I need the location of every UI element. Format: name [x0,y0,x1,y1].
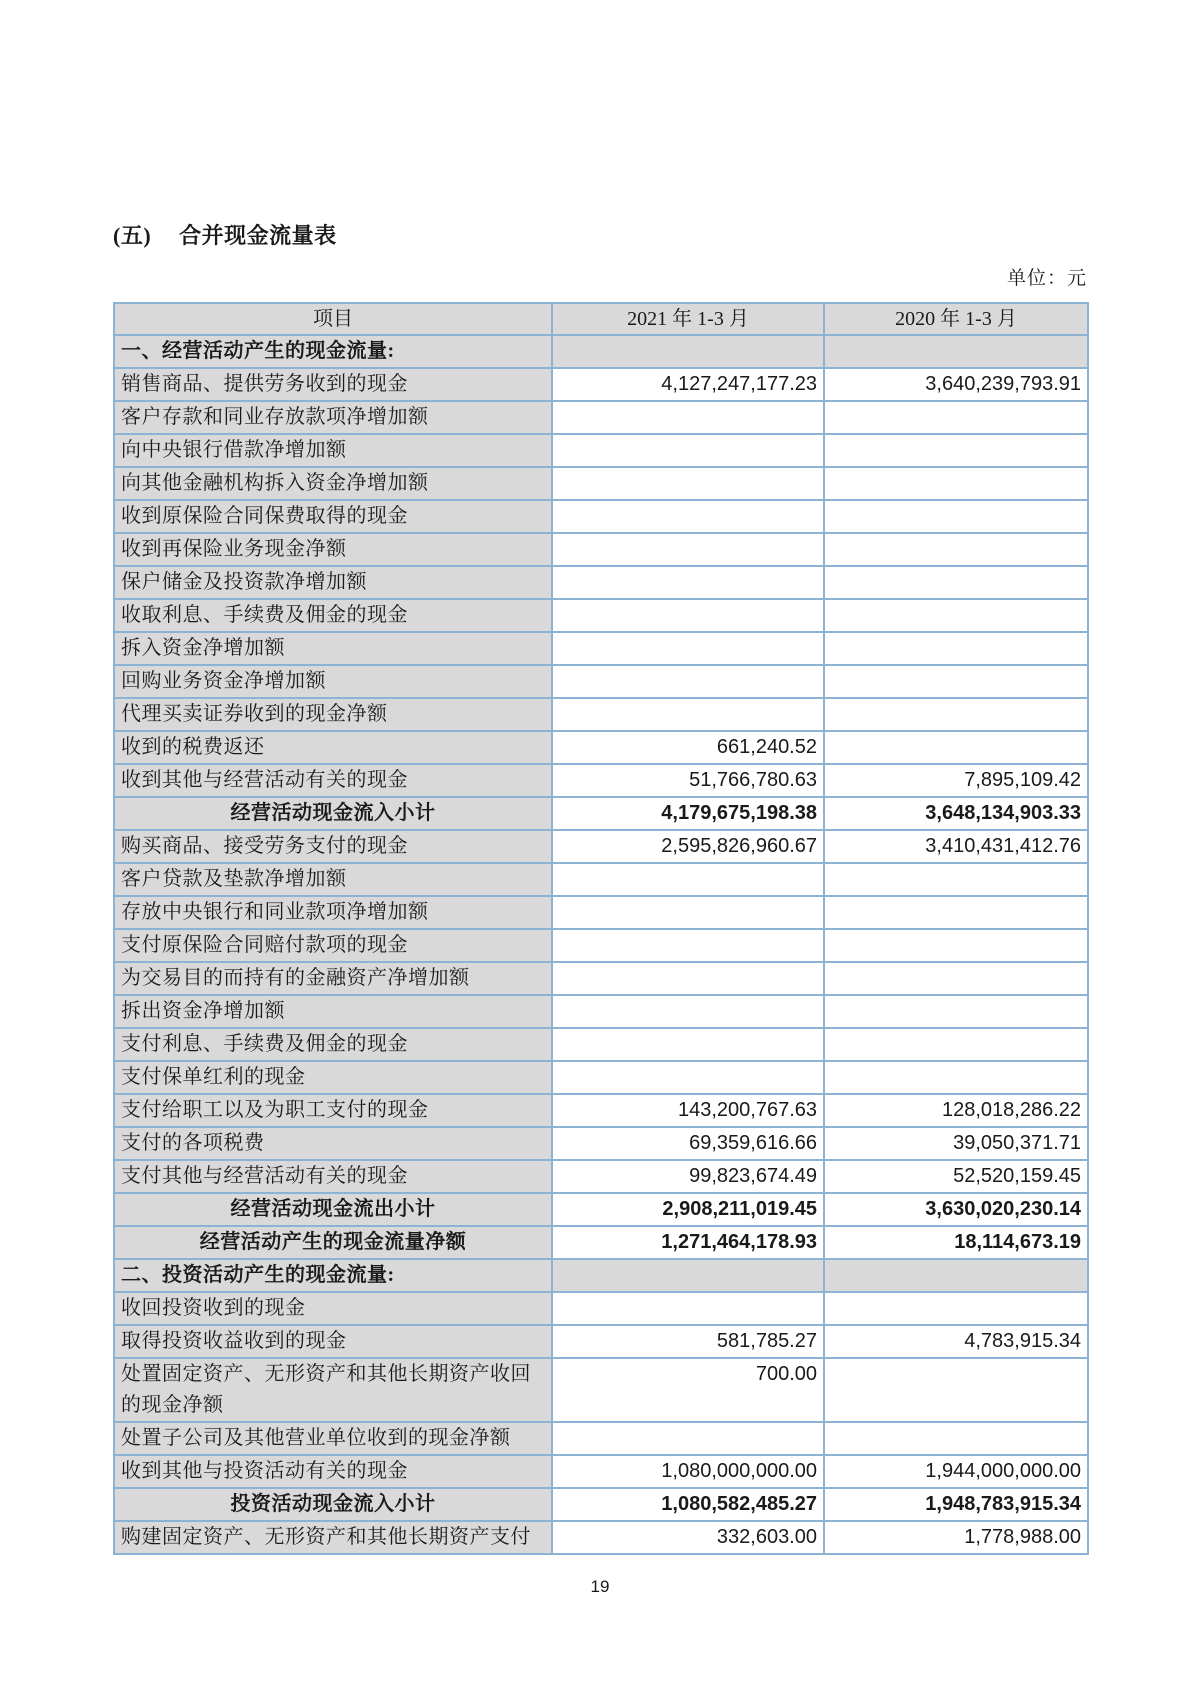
page-content [113,0,1087,1597]
value-cell-2021: 661,240.52 [552,731,824,764]
value-cell-2021 [552,896,824,929]
row-label-cell: 收取利息、手续费及佣金的现金 [114,599,552,632]
value-cell-2020: 128,018,286.22 [824,1094,1088,1127]
value-cell-2020 [824,1422,1088,1455]
table-row [114,467,1088,500]
row-label-cell: 收到其他与投资活动有关的现金 [114,1455,552,1488]
value-cell-2020 [824,731,1088,764]
row-label-cell: 处置子公司及其他营业单位收到的现金净额 [114,1422,552,1455]
row-label-cell: 一、经营活动产生的现金流量: [114,335,552,368]
value-cell-2020 [824,698,1088,731]
table-row [114,830,1088,863]
value-cell-2020 [824,599,1088,632]
value-cell-2020 [824,401,1088,434]
table-row [114,863,1088,896]
value-cell-2020 [824,896,1088,929]
row-label-cell: 客户贷款及垫款净增加额 [114,863,552,896]
value-cell-2021: 2,908,211,019.45 [552,1193,824,1226]
value-cell-2020: 52,520,159.45 [824,1160,1088,1193]
table-row [114,1488,1088,1521]
value-cell-2020 [824,665,1088,698]
row-label-cell: 向其他金融机构拆入资金净增加额 [114,467,552,500]
value-cell-2020: 1,778,988.00 [824,1521,1088,1554]
page-number: 19 [590,1577,610,1596]
table-row [114,401,1088,434]
value-cell-2020 [824,1358,1088,1422]
value-cell-2021 [552,1259,824,1292]
value-cell-2021: 1,080,000,000.00 [552,1455,824,1488]
table-row [114,995,1088,1028]
value-cell-2020: 3,630,020,230.14 [824,1193,1088,1226]
value-cell-2021: 581,785.27 [552,1325,824,1358]
row-label-cell: 二、投资活动产生的现金流量: [114,1259,552,1292]
value-cell-2021: 332,603.00 [552,1521,824,1554]
row-label-cell: 收到其他与经营活动有关的现金 [114,764,552,797]
row-label-cell: 为交易目的而持有的金融资产净增加额 [114,962,552,995]
value-cell-2020 [824,962,1088,995]
section-heading-title: 合并现金流量表 [179,223,337,248]
table-row [114,731,1088,764]
row-label-cell: 经营活动现金流入小计 [114,797,552,830]
row-label-cell: 收回投资收到的现金 [114,1292,552,1325]
table-row [114,599,1088,632]
section-heading [113,0,1087,249]
value-cell-2021 [552,500,824,533]
value-cell-2021: 4,179,675,198.38 [552,797,824,830]
table-row [114,1422,1088,1455]
value-cell-2020 [824,335,1088,368]
value-cell-2020 [824,1061,1088,1094]
value-cell-2020 [824,1259,1088,1292]
row-label-cell: 购建固定资产、无形资产和其他长期资产支付 [114,1521,552,1554]
table-row [114,500,1088,533]
value-cell-2020 [824,863,1088,896]
value-cell-2021 [552,533,824,566]
table-row [114,698,1088,731]
table-row [114,1292,1088,1325]
value-cell-2020: 1,944,000,000.00 [824,1455,1088,1488]
unit-note: 单位：元 [1006,268,1087,289]
row-label-cell: 支付其他与经营活动有关的现金 [114,1160,552,1193]
value-cell-2021: 69,359,616.66 [552,1127,824,1160]
value-cell-2021 [552,566,824,599]
row-label-cell: 拆出资金净增加额 [114,995,552,1028]
row-label-cell: 支付给职工以及为职工支付的现金 [114,1094,552,1127]
row-label-cell: 客户存款和同业存放款项净增加额 [114,401,552,434]
value-cell-2021 [552,434,824,467]
value-cell-2020 [824,533,1088,566]
row-label-cell: 代理买卖证券收到的现金净额 [114,698,552,731]
value-cell-2021: 1,080,582,485.27 [552,1488,824,1521]
table-row [114,335,1088,368]
table-row [114,665,1088,698]
row-label-cell: 经营活动现金流出小计 [114,1193,552,1226]
value-cell-2020 [824,1292,1088,1325]
table-row [114,533,1088,566]
value-cell-2020: 3,410,431,412.76 [824,830,1088,863]
value-cell-2021: 143,200,767.63 [552,1094,824,1127]
value-cell-2021 [552,632,824,665]
table-row [114,1226,1088,1259]
value-cell-2020: 3,648,134,903.33 [824,797,1088,830]
column-header-item: 项目 [114,303,552,335]
table-row [114,368,1088,401]
table-row [114,1358,1088,1422]
value-cell-2021: 700.00 [552,1358,824,1422]
table-row [114,1325,1088,1358]
row-label-cell: 支付利息、手续费及佣金的现金 [114,1028,552,1061]
value-cell-2021: 99,823,674.49 [552,1160,824,1193]
value-cell-2021: 1,271,464,178.93 [552,1226,824,1259]
table-row [114,1193,1088,1226]
value-cell-2021 [552,929,824,962]
value-cell-2020 [824,500,1088,533]
section-heading-index: (五) [113,223,152,248]
row-label-cell: 保户储金及投资款净增加额 [114,566,552,599]
row-label-cell: 经营活动产生的现金流量净额 [114,1226,552,1259]
value-cell-2020 [824,467,1088,500]
value-cell-2020 [824,929,1088,962]
table-row [114,1061,1088,1094]
value-cell-2021 [552,698,824,731]
value-cell-2021 [552,467,824,500]
value-cell-2020: 4,783,915.34 [824,1325,1088,1358]
row-label-cell: 支付原保险合同赔付款项的现金 [114,929,552,962]
value-cell-2021: 2,595,826,960.67 [552,830,824,863]
value-cell-2021 [552,335,824,368]
table-row [114,962,1088,995]
value-cell-2020 [824,434,1088,467]
value-cell-2020: 39,050,371.71 [824,1127,1088,1160]
table-row [114,1521,1088,1554]
value-cell-2021 [552,995,824,1028]
table-row [114,896,1088,929]
row-label-cell: 收到原保险合同保费取得的现金 [114,500,552,533]
table-row [114,1160,1088,1193]
table-row [114,1455,1088,1488]
row-label-cell: 处置固定资产、无形资产和其他长期资产收回的现金净额 [114,1358,552,1422]
row-label-cell: 向中央银行借款净增加额 [114,434,552,467]
column-header-2021: 2021 年 1-3 月 [552,303,824,335]
value-cell-2021 [552,599,824,632]
cash-flow-table [113,302,1089,1555]
row-label-cell: 存放中央银行和同业款项净增加额 [114,896,552,929]
table-row [114,1259,1088,1292]
table-row [114,632,1088,665]
row-label-cell: 取得投资收益收到的现金 [114,1325,552,1358]
row-label-cell: 销售商品、提供劳务收到的现金 [114,368,552,401]
row-label-cell: 回购业务资金净增加额 [114,665,552,698]
table-row [114,566,1088,599]
value-cell-2021: 4,127,247,177.23 [552,368,824,401]
value-cell-2020: 7,895,109.42 [824,764,1088,797]
value-cell-2021 [552,401,824,434]
row-label-cell: 投资活动现金流入小计 [114,1488,552,1521]
row-label-cell: 收到再保险业务现金净额 [114,533,552,566]
value-cell-2020 [824,995,1088,1028]
value-cell-2021 [552,1028,824,1061]
value-cell-2021 [552,1061,824,1094]
row-label-cell: 支付的各项税费 [114,1127,552,1160]
row-label-cell: 拆入资金净增加额 [114,632,552,665]
table-row [114,764,1088,797]
value-cell-2020 [824,566,1088,599]
value-cell-2021 [552,962,824,995]
table-row [114,1127,1088,1160]
table-row [114,929,1088,962]
table-row [114,1028,1088,1061]
row-label-cell: 支付保单红利的现金 [114,1061,552,1094]
table-row [114,434,1088,467]
value-cell-2020 [824,632,1088,665]
value-cell-2021 [552,665,824,698]
value-cell-2021: 51,766,780.63 [552,764,824,797]
row-label-cell: 购买商品、接受劳务支付的现金 [114,830,552,863]
table-row [114,797,1088,830]
value-cell-2020 [824,1028,1088,1061]
value-cell-2021 [552,1422,824,1455]
column-header-2020: 2020 年 1-3 月 [824,303,1088,335]
value-cell-2021 [552,1292,824,1325]
value-cell-2020: 1,948,783,915.34 [824,1488,1088,1521]
value-cell-2020: 3,640,239,793.91 [824,368,1088,401]
value-cell-2020: 18,114,673.19 [824,1226,1088,1259]
table-header-row [114,303,1088,335]
row-label-cell: 收到的税费返还 [114,731,552,764]
value-cell-2021 [552,863,824,896]
table-row [114,1094,1088,1127]
